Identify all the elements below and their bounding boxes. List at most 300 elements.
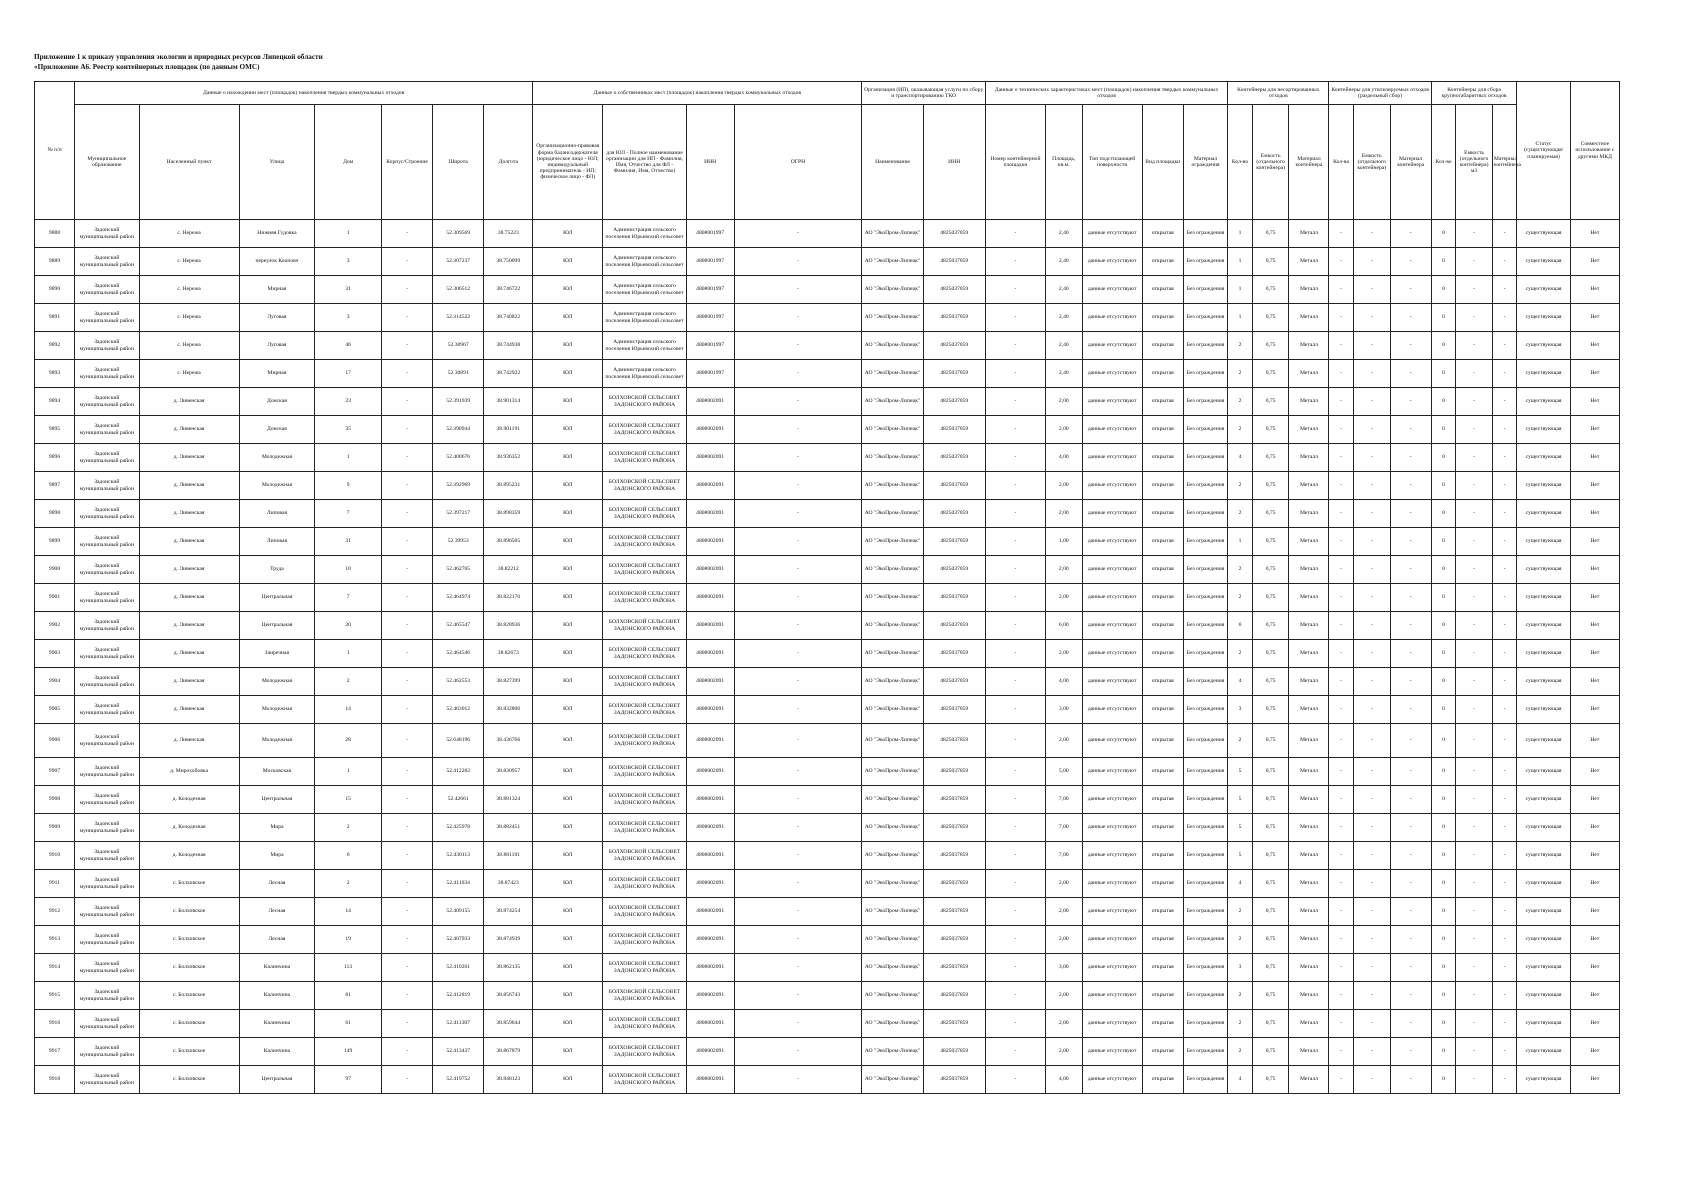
cell-separate-qty: - [1329, 758, 1353, 786]
cell-shared: Нет [1570, 528, 1619, 556]
cell-house: 9 [315, 472, 382, 500]
cell-building: - [381, 870, 432, 898]
cell-municipality: Задонский муниципальный район [75, 332, 140, 360]
cell-longitude: 38.82673 [484, 640, 533, 668]
cell-building: - [381, 416, 432, 444]
cell-site-number: - [985, 528, 1045, 556]
cell-building: - [381, 982, 432, 1010]
cell-settlement: д. Ливенская [139, 388, 239, 416]
cell-owner-name: Администрация сельского поселения Юрьевский сельсовет [603, 248, 686, 276]
cell-separate-volume: - [1353, 870, 1390, 898]
cell-latitude: 52.430113 [433, 842, 484, 870]
cell-house: 2 [315, 814, 382, 842]
cell-legal-form: ЮЛ [533, 640, 603, 668]
cell-separate-volume: - [1353, 1038, 1390, 1066]
header-mixed-qty: Кол-во [1228, 105, 1252, 220]
cell-owner-inn: 4808001997 [686, 276, 734, 304]
cell-area: 2,00 [1045, 898, 1082, 926]
table-row [35, 954, 1620, 982]
cell-settlement: д. Мирохобовка [139, 758, 239, 786]
header-group-owner: Данные о собственниках мест (площадок) накопления твердых коммунальных отходов [533, 82, 862, 105]
header-site-type: Вид площадки [1142, 105, 1183, 220]
cell-site-number: - [985, 276, 1045, 304]
cell-status: существующая [1517, 276, 1570, 304]
cell-house: 31 [315, 528, 382, 556]
cell-owner-inn: 4808002091 [686, 926, 734, 954]
cell-house: 19 [315, 926, 382, 954]
cell-bulk-volume: - [1456, 556, 1493, 584]
cell-org-inn: 4825037859 [923, 982, 985, 1010]
cell-street: Луговая [239, 332, 315, 360]
cell-org-inn: 4825037859 [923, 898, 985, 926]
cell-mixed-material: Металл [1289, 814, 1329, 842]
cell-municipality: Задонский муниципальный район [75, 416, 140, 444]
cell-house: 7 [315, 500, 382, 528]
cell-separate-volume: - [1353, 220, 1390, 248]
cell-mixed-volume: 0,75 [1252, 360, 1289, 388]
cell-site-type: открытая [1142, 1066, 1183, 1094]
cell-fence: Без ограждения [1183, 584, 1227, 612]
cell-site-type: открытая [1142, 640, 1183, 668]
cell-municipality: Задонский муниципальный район [75, 1066, 140, 1094]
cell-bulk-volume: - [1456, 220, 1493, 248]
cell-mixed-qty: 2 [1228, 332, 1252, 360]
cell-separate-volume: - [1353, 304, 1390, 332]
cell-shared: Нет [1570, 248, 1619, 276]
cell-site-type: открытая [1142, 954, 1183, 982]
cell-longitude: 38.746722 [484, 276, 533, 304]
cell-owner-ogrn: - [734, 982, 862, 1010]
cell-separate-volume: - [1353, 982, 1390, 1010]
cell-house: 10 [315, 556, 382, 584]
cell-site-type: открытая [1142, 584, 1183, 612]
cell-house: 2 [315, 668, 382, 696]
cell-mixed-volume: 0,75 [1252, 758, 1289, 786]
cell-surface: данные отсутствуют [1082, 1066, 1142, 1094]
cell-separate-volume: - [1353, 332, 1390, 360]
cell-fence: Без ограждения [1183, 444, 1227, 472]
cell-longitude: 38.742922 [484, 360, 533, 388]
cell-site-number: - [985, 982, 1045, 1010]
cell-building: - [381, 926, 432, 954]
cell-surface: данные отсутствуют [1082, 500, 1142, 528]
cell-settlement: д. Колодезная [139, 842, 239, 870]
cell-bulk-material: - [1492, 304, 1516, 332]
cell-site-number: - [985, 814, 1045, 842]
cell-separate-volume: - [1353, 842, 1390, 870]
cell-settlement: с. Болховское [139, 898, 239, 926]
cell-settlement: с. Нережа [139, 332, 239, 360]
cell-area: 2,40 [1045, 276, 1082, 304]
cell-latitude: 52.397217 [433, 500, 484, 528]
cell-separate-material: - [1390, 1010, 1431, 1038]
cell-settlement: с. Болховское [139, 926, 239, 954]
cell-owner-ogrn: - [734, 898, 862, 926]
cell-building: - [381, 696, 432, 724]
cell-bulk-volume: - [1456, 724, 1493, 758]
cell-fence: Без ограждения [1183, 758, 1227, 786]
cell-bulk-material: - [1492, 444, 1516, 472]
cell-settlement: д. Ливенская [139, 640, 239, 668]
cell-bulk-volume: - [1456, 814, 1493, 842]
cell-shared: Нет [1570, 388, 1619, 416]
cell-separate-qty: - [1329, 220, 1353, 248]
table-row [35, 444, 1620, 472]
cell-municipality: Задонский муниципальный район [75, 758, 140, 786]
cell-org-inn: 4825037859 [923, 724, 985, 758]
cell-legal-form: ЮЛ [533, 954, 603, 982]
cell-owner-inn: 4808002091 [686, 640, 734, 668]
cell-area: 2,00 [1045, 982, 1082, 1010]
cell-mixed-volume: 0,75 [1252, 528, 1289, 556]
cell-separate-material: - [1390, 388, 1431, 416]
cell-org-inn: 4825037859 [923, 388, 985, 416]
cell-mixed-material: Металл [1289, 668, 1329, 696]
cell-longitude: 38.856743 [484, 982, 533, 1010]
cell-separate-qty: - [1329, 898, 1353, 926]
cell-fence: Без ограждения [1183, 724, 1227, 758]
cell-bulk-volume: - [1456, 444, 1493, 472]
cell-fence: Без ограждения [1183, 388, 1227, 416]
cell-separate-volume: - [1353, 388, 1390, 416]
cell-org-name: АО "ЭкоПром-Липецк" [862, 612, 923, 640]
cell-mixed-material: Металл [1289, 898, 1329, 926]
cell-owner-ogrn: - [734, 416, 862, 444]
cell-building: - [381, 842, 432, 870]
cell-bulk-material: - [1492, 870, 1516, 898]
cell-separate-volume: - [1353, 926, 1390, 954]
cell-org-name: АО "ЭкоПром-Липецк" [862, 1066, 923, 1094]
header-org-name: Наименование [862, 105, 923, 220]
cell-num: 9895 [35, 416, 75, 444]
cell-street: Мирная [239, 360, 315, 388]
cell-fence: Без ограждения [1183, 640, 1227, 668]
cell-bulk-qty: 0 [1431, 416, 1455, 444]
cell-legal-form: ЮЛ [533, 1066, 603, 1094]
cell-area: 2,40 [1045, 248, 1082, 276]
cell-bulk-material: - [1492, 814, 1516, 842]
cell-org-name: АО "ЭкоПром-Липецк" [862, 248, 923, 276]
header-surface: Тип подстилающей поверхности [1082, 105, 1142, 220]
cell-area: 6,00 [1045, 612, 1082, 640]
cell-owner-inn: 4808002091 [686, 668, 734, 696]
cell-area: 2,40 [1045, 332, 1082, 360]
table-row [35, 248, 1620, 276]
cell-separate-qty: - [1329, 612, 1353, 640]
cell-building: - [381, 584, 432, 612]
cell-house: 1 [315, 758, 382, 786]
cell-surface: данные отсутствуют [1082, 954, 1142, 982]
cell-bulk-material: - [1492, 786, 1516, 814]
cell-latitude: 52.464546 [433, 640, 484, 668]
cell-mixed-qty: 4 [1228, 1066, 1252, 1094]
cell-settlement: с. Болховское [139, 870, 239, 898]
cell-longitude: 38.859644 [484, 1010, 533, 1038]
cell-shared: Нет [1570, 220, 1619, 248]
cell-site-number: - [985, 304, 1045, 332]
cell-municipality: Задонский муниципальный район [75, 1038, 140, 1066]
cell-mixed-volume: 0,75 [1252, 472, 1289, 500]
cell-house: 35 [315, 416, 382, 444]
cell-mixed-volume: 0,75 [1252, 220, 1289, 248]
cell-bulk-material: - [1492, 584, 1516, 612]
cell-mixed-volume: 0,75 [1252, 786, 1289, 814]
header-num: № п/п [35, 82, 75, 220]
cell-separate-volume: - [1353, 1010, 1390, 1038]
cell-legal-form: ЮЛ [533, 304, 603, 332]
cell-settlement: с. Нережа [139, 304, 239, 332]
cell-org-inn: 4825037859 [923, 870, 985, 898]
cell-site-type: открытая [1142, 1010, 1183, 1038]
cell-owner-name: Администрация сельского поселения Юрьевский сельсовет [603, 220, 686, 248]
cell-street: переулок Кооповч [239, 248, 315, 276]
cell-bulk-volume: - [1456, 696, 1493, 724]
cell-municipality: Задонский муниципальный район [75, 842, 140, 870]
cell-owner-inn: 4808002091 [686, 1038, 734, 1066]
cell-mixed-qty: 1 [1228, 304, 1252, 332]
cell-latitude: 52.391939 [433, 388, 484, 416]
cell-bulk-material: - [1492, 472, 1516, 500]
cell-latitude: 52.42661 [433, 786, 484, 814]
cell-separate-qty: - [1329, 926, 1353, 954]
cell-org-inn: 4825037859 [923, 304, 985, 332]
cell-mixed-material: Металл [1289, 758, 1329, 786]
cell-mixed-qty: 4 [1228, 668, 1252, 696]
cell-status: существующая [1517, 1038, 1570, 1066]
cell-mixed-qty: 3 [1228, 696, 1252, 724]
cell-bulk-qty: 0 [1431, 1010, 1455, 1038]
cell-legal-form: ЮЛ [533, 248, 603, 276]
header-legal-form: Организационно-правовая форма балансодержателя (юридическое лицо - ЮЛ; индивидуальный предприниматель - ИП; физическое лицо - ФЛ) [533, 105, 603, 220]
cell-municipality: Задонский муниципальный район [75, 982, 140, 1010]
cell-owner-ogrn: - [734, 814, 862, 842]
cell-surface: данные отсутствуют [1082, 898, 1142, 926]
cell-separate-material: - [1390, 724, 1431, 758]
cell-num: 9888 [35, 220, 75, 248]
cell-mixed-volume: 0,75 [1252, 926, 1289, 954]
cell-legal-form: ЮЛ [533, 276, 603, 304]
cell-separate-volume: - [1353, 444, 1390, 472]
cell-house: 6 [315, 842, 382, 870]
cell-num: 9900 [35, 556, 75, 584]
cell-legal-form: ЮЛ [533, 332, 603, 360]
cell-longitude: 38.895231 [484, 472, 533, 500]
cell-fence: Без ограждения [1183, 332, 1227, 360]
cell-bulk-material: - [1492, 556, 1516, 584]
cell-settlement: д. Ливенская [139, 500, 239, 528]
cell-legal-form: ЮЛ [533, 668, 603, 696]
cell-latitude: 52.419752 [433, 1066, 484, 1094]
cell-separate-qty: - [1329, 500, 1353, 528]
cell-org-name: АО "ЭкоПром-Липецк" [862, 304, 923, 332]
cell-fence: Без ограждения [1183, 220, 1227, 248]
cell-site-number: - [985, 472, 1045, 500]
cell-mixed-material: Металл [1289, 926, 1329, 954]
cell-owner-inn: 4808002091 [686, 472, 734, 500]
cell-fence: Без ограждения [1183, 472, 1227, 500]
cell-num: 9918 [35, 1066, 75, 1094]
table-row [35, 220, 1620, 248]
cell-owner-ogrn: - [734, 668, 862, 696]
cell-org-name: АО "ЭкоПром-Липецк" [862, 982, 923, 1010]
cell-surface: данные отсутствуют [1082, 444, 1142, 472]
cell-org-inn: 4825037859 [923, 786, 985, 814]
cell-house: 61 [315, 1010, 382, 1038]
cell-owner-name: БОЛХОВСКОЙ СЕЛЬСОВЕТ ЗАДОНСКОГО РАЙОНА [603, 898, 686, 926]
cell-site-type: открытая [1142, 500, 1183, 528]
cell-site-type: открытая [1142, 982, 1183, 1010]
cell-org-name: АО "ЭкоПром-Липецк" [862, 416, 923, 444]
cell-settlement: д. Ливенская [139, 724, 239, 758]
cell-separate-qty: - [1329, 640, 1353, 668]
cell-status: существующая [1517, 926, 1570, 954]
cell-mixed-volume: 0,75 [1252, 248, 1289, 276]
header-mixed-volume: Емкость (отдельного контейнера) [1252, 105, 1289, 220]
cell-settlement: д. Ливенская [139, 556, 239, 584]
cell-municipality: Задонский муниципальный район [75, 220, 140, 248]
cell-mixed-volume: 0,75 [1252, 304, 1289, 332]
cell-fence: Без ограждения [1183, 842, 1227, 870]
cell-area: 7,00 [1045, 842, 1082, 870]
cell-owner-inn: 4808001997 [686, 332, 734, 360]
cell-site-number: - [985, 640, 1045, 668]
cell-owner-ogrn: - [734, 500, 862, 528]
cell-site-number: - [985, 1066, 1045, 1094]
cell-bulk-volume: - [1456, 332, 1493, 360]
cell-mixed-material: Металл [1289, 360, 1329, 388]
cell-num: 9891 [35, 304, 75, 332]
cell-site-number: - [985, 556, 1045, 584]
cell-legal-form: ЮЛ [533, 416, 603, 444]
cell-municipality: Задонский муниципальный район [75, 304, 140, 332]
cell-shared: Нет [1570, 472, 1619, 500]
cell-org-name: АО "ЭкоПром-Липецк" [862, 556, 923, 584]
cell-mixed-material: Металл [1289, 388, 1329, 416]
cell-municipality: Задонский муниципальный район [75, 870, 140, 898]
header-owner-inn: ИНН [686, 105, 734, 220]
cell-legal-form: ЮЛ [533, 842, 603, 870]
cell-bulk-material: - [1492, 360, 1516, 388]
cell-latitude: 52.464974 [433, 584, 484, 612]
cell-num: 9914 [35, 954, 75, 982]
cell-area: 2,00 [1045, 870, 1082, 898]
cell-owner-name: Администрация сельского поселения Юрьевский сельсовет [603, 332, 686, 360]
cell-owner-name: БОЛХОВСКОЙ СЕЛЬСОВЕТ ЗАДОНСКОГО РАЙОНА [603, 640, 686, 668]
cell-site-type: открытая [1142, 612, 1183, 640]
cell-num: 9907 [35, 758, 75, 786]
cell-site-type: открытая [1142, 786, 1183, 814]
cell-bulk-volume: - [1456, 1038, 1493, 1066]
cell-surface: данные отсутствуют [1082, 668, 1142, 696]
cell-site-type: открытая [1142, 1038, 1183, 1066]
header-longitude: Долгота [484, 105, 533, 220]
cell-org-inn: 4825037859 [923, 248, 985, 276]
cell-separate-volume: - [1353, 786, 1390, 814]
cell-org-name: АО "ЭкоПром-Липецк" [862, 640, 923, 668]
cell-owner-inn: 4808002091 [686, 724, 734, 758]
cell-mixed-qty: 3 [1228, 954, 1252, 982]
cell-municipality: Задонский муниципальный район [75, 786, 140, 814]
cell-owner-name: БОЛХОВСКОЙ СЕЛЬСОВЕТ ЗАДОНСКОГО РАЙОНА [603, 388, 686, 416]
cell-separate-qty: - [1329, 528, 1353, 556]
cell-surface: данные отсутствуют [1082, 276, 1142, 304]
cell-legal-form: ЮЛ [533, 696, 603, 724]
cell-mixed-material: Металл [1289, 640, 1329, 668]
cell-mixed-volume: 0,75 [1252, 332, 1289, 360]
cell-status: существующая [1517, 584, 1570, 612]
cell-street: Донская [239, 388, 315, 416]
cell-shared: Нет [1570, 584, 1619, 612]
cell-mixed-material: Металл [1289, 416, 1329, 444]
cell-area: 4,00 [1045, 1066, 1082, 1094]
cell-longitude: 38.936352 [484, 444, 533, 472]
cell-owner-ogrn: - [734, 472, 862, 500]
cell-bulk-material: - [1492, 954, 1516, 982]
cell-latitude: 52.411034 [433, 870, 484, 898]
cell-mixed-qty: 2 [1228, 360, 1252, 388]
cell-mixed-qty: 5 [1228, 758, 1252, 786]
cell-mixed-qty: 2 [1228, 898, 1252, 926]
cell-num: 9902 [35, 612, 75, 640]
cell-surface: данные отсутствуют [1082, 472, 1142, 500]
table-row [35, 1038, 1620, 1066]
cell-separate-material: - [1390, 500, 1431, 528]
cell-bulk-volume: - [1456, 388, 1493, 416]
cell-fence: Без ограждения [1183, 870, 1227, 898]
cell-fence: Без ограждения [1183, 276, 1227, 304]
cell-shared: Нет [1570, 1066, 1619, 1094]
cell-legal-form: ЮЛ [533, 786, 603, 814]
cell-owner-inn: 4808002091 [686, 842, 734, 870]
cell-mixed-qty: 2 [1228, 584, 1252, 612]
cell-settlement: д. Ливенская [139, 612, 239, 640]
cell-owner-name: БОЛХОВСКОЙ СЕЛЬСОВЕТ ЗАДОНСКОГО РАЙОНА [603, 556, 686, 584]
cell-site-type: открытая [1142, 556, 1183, 584]
cell-bulk-qty: 0 [1431, 898, 1455, 926]
cell-org-name: АО "ЭкоПром-Липецк" [862, 584, 923, 612]
cell-status: существующая [1517, 814, 1570, 842]
cell-bulk-qty: 0 [1431, 248, 1455, 276]
cell-legal-form: ЮЛ [533, 814, 603, 842]
cell-house: 3 [315, 304, 382, 332]
cell-building: - [381, 1010, 432, 1038]
table-row [35, 1066, 1620, 1094]
cell-settlement: с. Болховское [139, 1066, 239, 1094]
cell-area: 7,00 [1045, 814, 1082, 842]
cell-owner-name: БОЛХОВСКОЙ СЕЛЬСОВЕТ ЗАДОНСКОГО РАЙОНА [603, 786, 686, 814]
cell-fence: Без ограждения [1183, 612, 1227, 640]
cell-area: 2,00 [1045, 584, 1082, 612]
cell-area: 2,00 [1045, 1010, 1082, 1038]
cell-municipality: Задонский муниципальный район [75, 926, 140, 954]
cell-status: существующая [1517, 668, 1570, 696]
cell-building: - [381, 556, 432, 584]
cell-separate-material: - [1390, 1038, 1431, 1066]
cell-settlement: с. Болховское [139, 982, 239, 1010]
cell-org-name: АО "ЭкоПром-Липецк" [862, 814, 923, 842]
cell-separate-qty: - [1329, 954, 1353, 982]
table-row [35, 696, 1620, 724]
cell-surface: данные отсутствуют [1082, 696, 1142, 724]
cell-mixed-material: Металл [1289, 954, 1329, 982]
cell-mixed-volume: 0,75 [1252, 954, 1289, 982]
table-row [35, 640, 1620, 668]
table-row [35, 584, 1620, 612]
table-row [35, 898, 1620, 926]
cell-latitude: 52.390944 [433, 416, 484, 444]
cell-surface: данные отсутствуют [1082, 724, 1142, 758]
cell-mixed-volume: 0,75 [1252, 584, 1289, 612]
